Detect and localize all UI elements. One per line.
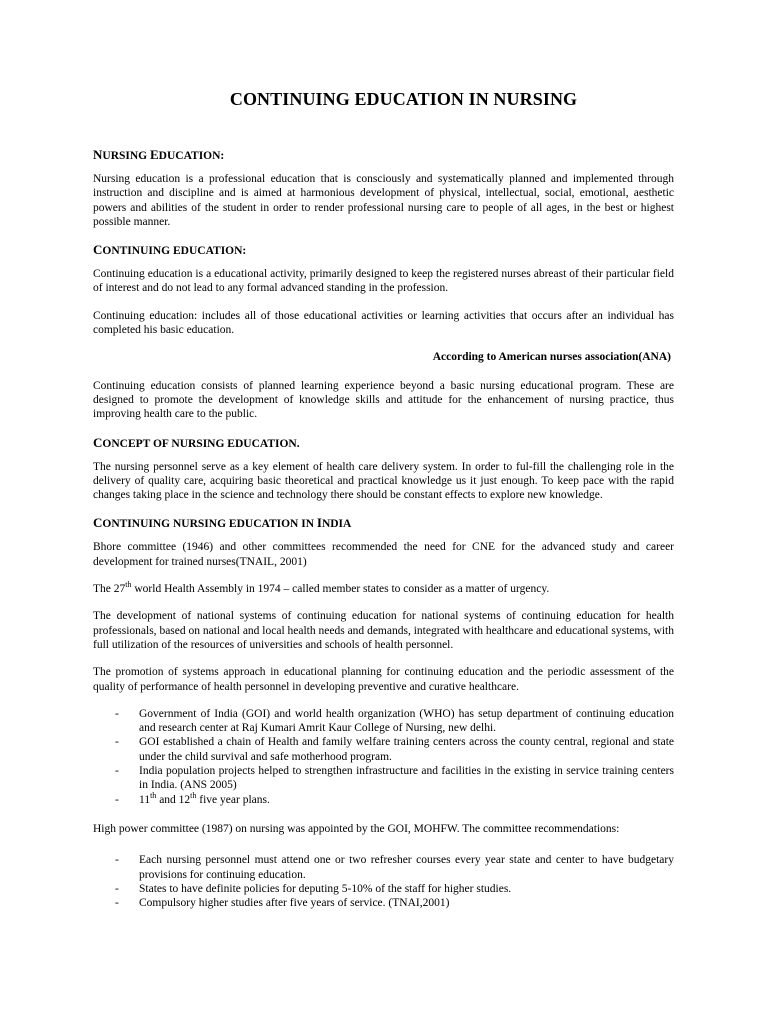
concept-paragraph: The nursing personnel serve as a key element of health care delivery system. In order to ful-fill the challenging role in the delivery of quality care, acquiring basic theoretical and practical knowledge us it just enough. To keep pace with the rapid changes taking place in the science and technology there should be constant effects to explore new knowledge. (93, 460, 674, 502)
heading-nursing-education (93, 147, 674, 164)
heading-initial: N (93, 147, 103, 162)
list-item-text: Compulsory higher studies after five years of service. (TNAI,2001) (139, 897, 450, 910)
document-title: CONTINUING EDUCATION IN NURSING (229, 89, 578, 109)
heading-text: ONTINUING EDUCATION: (102, 245, 247, 258)
text-run: The 27 (93, 583, 126, 596)
list-item-text: Government of India (GOI) and world health organization (WHO) has setup department of continuing education and research center at Raj Kumari Amrit Kaur College of Nursing, new delhi. (139, 707, 674, 735)
heading-initial: E (150, 147, 159, 162)
india-paragraph-3: The development of national systems of continuing education for national systems of continuing education for health professionals, based on national and local health needs and demands, integrated with healthcare and educational systems, with full utilization of the resources of universities and schools of health personnel. (93, 610, 674, 651)
heading-continuing-education (93, 242, 674, 259)
list-item (93, 764, 674, 793)
continuing-education-paragraph-2: Continuing education: includes all of those educational activities or learning activities that occurs after an individual has completed his basic education. (93, 309, 674, 337)
india-paragraph-2 (93, 582, 674, 596)
text-run: 11 (139, 793, 151, 806)
list-item-text: India population projects helped to strengthen infrastructure and facilities in the existing in service training centers in India. (ANS 2005) (139, 765, 674, 792)
heading-text: URSING (102, 150, 150, 162)
list-item (93, 790, 674, 807)
heading-text: NDIA (321, 518, 352, 531)
superscript: th (125, 580, 132, 590)
heading-text: ONCEPT OF NURSING EDUCATION. (102, 437, 300, 450)
heading-initial: C (93, 434, 103, 450)
heading-cne-in-india (93, 515, 674, 532)
heading-initial: I (316, 515, 322, 531)
list-item-text: States to have definite policies for deputing 5-10% of the staff for higher studies. (139, 882, 512, 895)
superscript: th (190, 790, 197, 800)
list-item (93, 896, 674, 910)
continuing-education-paragraph-1: Continuing education is a educational activity, primarily designed to keep the registered nurses abreast of their particular field of interest and do not lead to any formal advanced standing in the profession. (93, 268, 674, 295)
bullet-dash: - (115, 897, 119, 910)
text-run: world Health Assembly in 1974 – called member states to consider as a matter of urgency. (131, 583, 550, 596)
heading-initial: C (93, 515, 103, 531)
text-run: and 12 (156, 793, 191, 806)
bullet-dash: - (115, 854, 119, 867)
bullet-dash: - (115, 707, 119, 720)
committee-recommendations-list (93, 853, 674, 910)
list-item (93, 853, 674, 882)
ana-attribution: According to American nurses association(ANA) (432, 351, 671, 364)
bullet-dash: - (115, 765, 119, 778)
superscript: th (150, 790, 157, 800)
heading-text: DUCATION: (158, 150, 225, 162)
list-item-text: GOI established a chain of Health and family welfare training centers across the county central, regional and state under the child survival and safe motherhood program. (139, 736, 674, 763)
list-item (93, 735, 674, 764)
heading-concept-of-nursing-education (93, 435, 674, 452)
list-item-text: Each nursing personnel must attend one or two refresher courses every year state and center to have budgetary provisions for continuing education. (139, 854, 674, 881)
india-paragraph-4: The promotion of systems approach in educational planning for continuing education and the periodic assessment of the quality of performance of health personnel in developing preventive and curative healthcare. (93, 666, 674, 693)
list-item (93, 882, 674, 896)
bullet-dash: - (115, 736, 119, 749)
text-run: five year plans. (196, 793, 270, 806)
heading-initial: C (93, 242, 103, 258)
continuing-education-paragraph-3: Continuing education consists of planned learning experience beyond a basic nursing educational program. These are designed to promote the development of knowledge skills and attitude for the enhancement of nursing practice, thus improving health care to the public. (93, 379, 674, 421)
india-paragraph-5: High power committee (1987) on nursing was appointed by the GOI, MOHFW. The committee recommendations: (93, 822, 620, 835)
india-initiatives-list (93, 707, 674, 807)
list-item (93, 707, 674, 736)
bullet-dash: - (115, 793, 119, 806)
india-paragraph-1: Bhore committee (1946) and other committees recommended the need for CNE for the advanced study and career development for trained nurses(TNAIL, 2001) (93, 541, 674, 568)
document-page (93, 88, 674, 925)
nursing-education-paragraph: Nursing education is a professional education that is consciously and systematically planned and implemented through instruction and discipline and is aimed at harmonious development of physical, intellectual, social, emotional, aesthetic powers and abilities of the student in order to render professional nursing care to people of all ages, in the best or highest possible manner. (93, 173, 674, 228)
heading-text: ONTINUING NURSING EDUCATION IN (102, 518, 317, 531)
bullet-dash: - (115, 882, 119, 895)
